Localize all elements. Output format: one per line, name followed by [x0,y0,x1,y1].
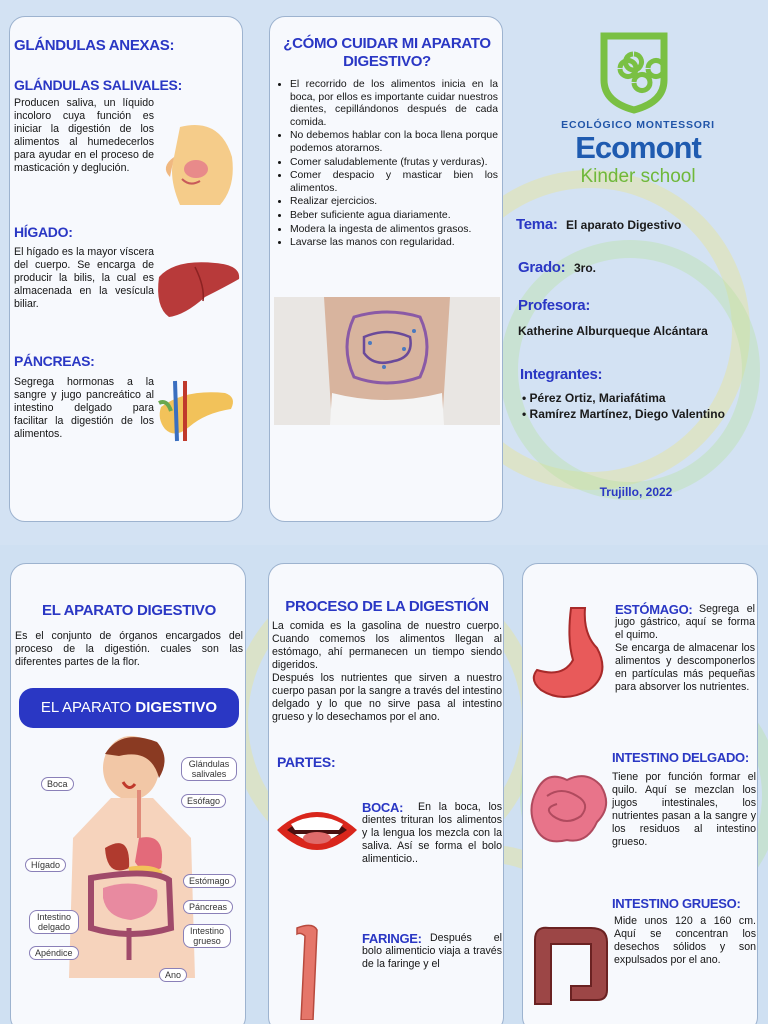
panel-title: ¿CÓMO CUIDAR MI APARATO DIGESTIVO? [283,35,491,70]
profesora-value: Katherine Alburqueque Alcántara [518,324,708,338]
section-text: En la boca, los dientes trituran los alimentos y la lengua los mezcla con la saliva. Así se forma el bolo alimenticio.. [362,801,502,865]
section-text: Segrega el jugo gástrico, aquí se forma el quimo. Se encarga de almacenar los alimentos y descomponerlos en partículas más pequeñas para absorver los nutrientes. [615,603,755,693]
panel-aparato [10,563,246,1024]
care-list [276,79,498,251]
panel-cover [512,16,764,522]
panel-text: La comida es la gasolina de nuestro cuerpo. Cuando comemos los alimentos llegan al estómago, ahí permanecen un tiempo siendo digeridos. Después los nutrientes que sirven a nuestro cuerpo pasan por la sangre a través del intestino delgado y lo que no sirve pasa al intestino grueso y lo desechamos por el ano. [272,620,502,723]
logo-subtitle: Kinder school [580,166,696,187]
panel-title: GLÁNDULAS ANEXAS: [14,37,175,54]
integrantes-list [522,390,725,422]
panel-organos [522,563,758,1024]
section-heading: ESTÓMAGO: [615,602,693,617]
section-text: Mide unos 120 a 160 cm. Aquí se concentran los desechos sólidos y son expulsados por el ano. [614,915,756,966]
large-intestine-illustration [525,920,615,1012]
tema-value: El aparato Digestivo [566,218,682,232]
list-item: • Beber suficiente agua diariamente. [290,210,498,223]
list-item: • Pérez Ortiz, Mariafátima [522,391,666,405]
logo-name: Ecomont [575,130,701,165]
brochure-inside [0,545,768,1024]
logo-tagline: ECOLÓGICO MONTESSORI [561,119,715,131]
pharynx-illustration [283,920,333,1020]
place-date: Trujillo, 2022 [599,485,673,499]
list-item: • Comer despacio y masticar bien los alimentos. [290,170,498,195]
panel-cuidados [269,16,503,522]
title-banner: EL APARATO DIGESTIVO [19,688,239,728]
pancreas-illustration [155,377,239,445]
section-heading: BOCA: [362,800,404,815]
label-esofago: Esófago [181,794,226,808]
section-heading: INTESTINO GRUESO: [612,896,741,911]
list-item: • Comer saludablemente (frutas y verduras). [290,157,498,170]
panel-text: Es el conjunto de órganos encargados del proceso de la digestión. cuales son las diferentes partes de la flor. [15,630,243,668]
grado-label: Grado: [518,259,566,276]
section-heading: PARTES: [277,754,336,770]
label-estomago: Estómago [183,874,236,888]
panel-proceso [268,563,504,1024]
section-heading: FARINGE: [362,931,422,946]
section-text: El hígado es la mayor víscera del cuerpo. Se encarga de producir la bilis, la cual es almacenada en la vesícula biliar. [14,246,154,310]
section-heading: HÍGADO: [14,224,73,240]
panel-title: PROCESO DE LA DIGESTIÓN [285,598,489,615]
list-item: • El recorrido de los alimentos inicia en la boca, por ellos es importante cuidar nuestros dientes, cepillándonos después de cada comida. [290,79,498,129]
list-item: • Realizar ejercicios. [290,196,498,209]
head-illustration [160,117,240,207]
label-boca: Boca [41,777,74,791]
section-text: Producen saliva, un líquido incoloro cuya función es iniciar la digestión de los alimentos al humedecerlos para ayudar en el proceso de masticación y deglución. [14,97,154,174]
section-text: Tiene por función formar el quilo. Aquí se mezclan los jugos intestinales, los nutrientes pasan a la sangre y los residuos al intestino grueso. [612,771,756,848]
list-item: • Modera la ingesta de alimentos grasos. [290,224,498,237]
label-intestino-grueso: Intestino grueso [183,924,231,948]
label-higado: Hígado [25,858,66,872]
section-heading: GLÁNDULAS SALIVALES: [14,77,182,93]
list-item: • Ramírez Martínez, Diego Valentino [522,407,725,421]
label-glandulas: Glándulas salivales [181,757,237,781]
label-pancreas: Páncreas [183,900,233,914]
label-intestino-delgado: Intestino delgado [29,910,79,934]
mouth-illustration [273,800,361,864]
list-item: • Lavarse las manos con regularidad. [290,237,498,250]
torso-photo [274,297,500,425]
section-heading: INTESTINO DELGADO: [612,750,749,765]
section-text: Segrega hormonas a la sangre y jugo pancreático al intestino delgado para facilitar la digestión de los alimentos. [14,376,154,440]
school-logo-icon [598,30,670,114]
label-apendice: Apéndice [29,946,79,960]
label-ano: Ano [159,968,187,982]
profesora-label: Profesora: [518,297,591,314]
list-item: • No debemos hablar con la boca llena porque podemos atorarnos. [290,130,498,155]
section-text: Después el bolo alimenticio viaja a través de la faringe y el [362,932,502,970]
panel-glandulas [9,16,243,522]
grado-value: 3ro. [574,261,597,275]
section-heading: PÁNCREAS: [14,353,95,369]
integrantes-label: Integrantes: [520,366,603,383]
panel-title: EL APARATO DIGESTIVO [41,602,217,619]
stomach-illustration [527,604,609,700]
tema-label: Tema: [516,216,558,233]
small-intestine-illustration [527,770,611,850]
liver-illustration [155,257,243,323]
